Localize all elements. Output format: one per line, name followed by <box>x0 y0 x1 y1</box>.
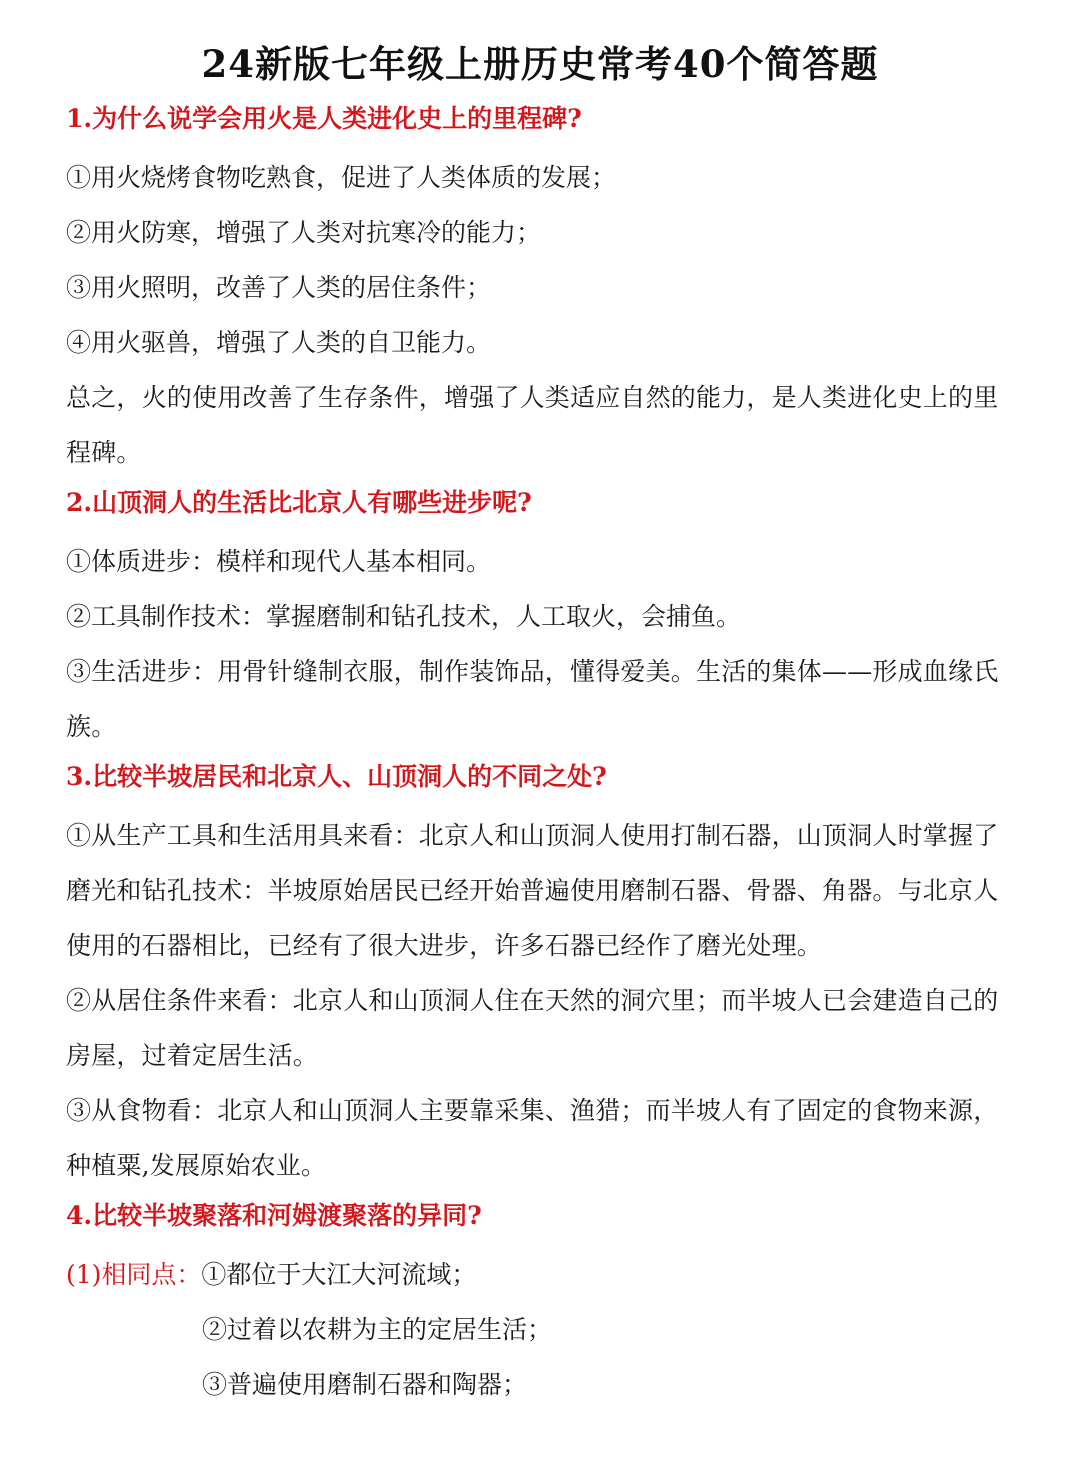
answer-line: ②工具制作技术：掌握磨制和钻孔技术，人工取火，会捕鱼。 <box>66 602 742 631</box>
similarity-point: ②过着以农耕为主的定居生活； <box>202 1315 553 1344</box>
question-heading: 3.比较半坡居民和北京人、山顶洞人的不同之处? <box>66 762 607 791</box>
similarities-label: (1)相同点： <box>66 1260 202 1289</box>
answer-line: ①用火烧烤食物吃熟食，促进了人类体质的发展； <box>66 163 617 192</box>
similarity-point: ①都位于大江大河流域； <box>201 1260 477 1289</box>
question-heading: 2.山顶洞人的生活比北京人有哪些进步呢? <box>66 488 532 517</box>
answer-paragraph: ②从居住条件来看：北京人和山顶洞人住在天然的洞穴里；而半坡人已会建造自己的房屋，过着定居生活。 <box>66 986 999 1070</box>
answer-line: ③用火照明，改善了人类的居住条件； <box>66 273 492 302</box>
answer-summary: 总之，火的使用改善了生存条件，增强了人类适应自然的能力，是人类进化史上的里程碑。 <box>66 383 999 467</box>
answer-line: ②用火防寒，增强了人类对抗寒冷的能力； <box>66 218 542 247</box>
question-1 <box>66 96 1016 480</box>
answer-paragraph: ①从生产工具和生活用具来看：北京人和山顶洞人使用打制石器，山顶洞人时掌握了磨光和钻孔技术：半坡原始居民已经开始普遍使用磨制石器、骨器、角器。与北京人使用的石器相比，已经有了很大进步，许多石器已经作了磨光处理。 <box>66 821 999 960</box>
similarities-row <box>66 1247 1016 1302</box>
similarity-point: ③普遍使用磨制石器和陶器； <box>202 1370 528 1399</box>
answer-line: ④用火驱兽，增强了人类的自卫能力。 <box>66 328 492 357</box>
document-title: 24新版七年级上册历史常考40个简答题 <box>201 42 879 86</box>
question-2 <box>66 480 1016 754</box>
answer-line: ③生活进步：用骨针缝制衣服，制作装饰品，懂得爱美。生活的集体——形成血缘氏族。 <box>66 657 999 741</box>
document-body <box>66 96 1016 1412</box>
question-heading: 1.为什么说学会用火是人类进化史上的里程碑? <box>66 104 582 133</box>
answer-paragraph: ③从食物看：北京人和山顶洞人主要靠采集、渔猎；而半坡人有了固定的食物来源，种植粟,发展原始农业。 <box>66 1096 999 1180</box>
question-3 <box>66 754 1016 1193</box>
answer-line: ①体质进步：模样和现代人基本相同。 <box>66 547 492 576</box>
question-4 <box>66 1193 1016 1412</box>
question-heading: 4.比较半坡聚落和河姆渡聚落的异同? <box>66 1201 482 1230</box>
